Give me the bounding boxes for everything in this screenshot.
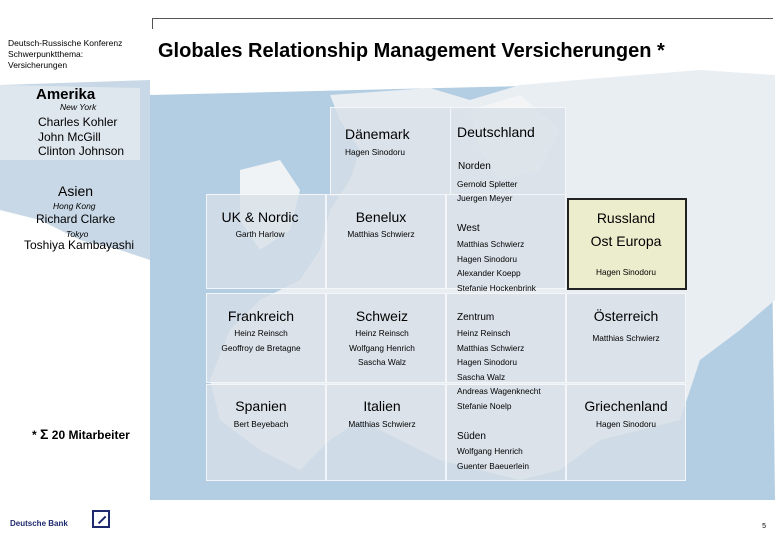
spanien-person: Bert Beyebach bbox=[233, 419, 289, 429]
spanien-title: Spanien bbox=[235, 398, 287, 414]
amerika-person: John McGill bbox=[38, 129, 101, 144]
west-person: Hagen Sinodoru bbox=[457, 253, 517, 264]
griechenland-person: Hagen Sinodoru bbox=[596, 419, 656, 429]
frankreich-people bbox=[206, 326, 316, 355]
uk-nordic-title: UK & Nordic bbox=[221, 209, 299, 225]
amerika-city: New York bbox=[60, 102, 97, 112]
deutschland-title: Deutschland bbox=[457, 124, 535, 140]
conference-info bbox=[8, 38, 153, 71]
amerika-person: Charles Kohler bbox=[38, 115, 118, 129]
russland-person: Hagen Sinodoru bbox=[596, 267, 656, 277]
sueden-title: Süden bbox=[457, 431, 486, 442]
norden-person: Juergen Meyer bbox=[457, 193, 513, 203]
daenemark-person: Hagen Sinodoru bbox=[345, 147, 405, 157]
sueden-person: Wolfgang Henrich bbox=[457, 446, 523, 456]
oesterreich-title: Österreich bbox=[593, 308, 659, 324]
west-person: Alexander Koepp bbox=[457, 268, 521, 278]
italien-title: Italien bbox=[363, 398, 401, 414]
footnote-prefix: * bbox=[32, 428, 41, 442]
asien-label: Asien bbox=[58, 183, 94, 199]
west-person: Stefanie Hockenbrink bbox=[457, 282, 536, 293]
conference-line: Deutsch-Russische Konferenz bbox=[8, 38, 123, 48]
asien-city-hongkong: Hong Kong bbox=[53, 201, 96, 211]
title-bracket bbox=[152, 18, 773, 29]
zentrum-person: Stefanie Noelp bbox=[457, 400, 512, 411]
schweiz-people bbox=[326, 326, 438, 370]
norden-person: Gernold Spletter bbox=[457, 179, 518, 189]
russland-title: Russland bbox=[596, 210, 656, 226]
footnote-text: 20 Mitarbeiter bbox=[51, 428, 130, 442]
deutsche-bank-logo-text: Deutsche Bank bbox=[10, 519, 68, 528]
zentrum-person: Andreas Wagenknecht bbox=[457, 386, 541, 396]
asien-person-hongkong: Richard Clarke bbox=[36, 212, 116, 226]
page-number: 5 bbox=[762, 523, 766, 530]
amerika-people bbox=[38, 115, 124, 159]
page-title: Globales Relationship Management Versicherungen * bbox=[158, 40, 665, 62]
daenemark-title: Dänemark bbox=[345, 126, 410, 142]
asien-city-tokyo: Tokyo bbox=[66, 229, 89, 239]
west-person: Matthias Schwierz bbox=[457, 239, 525, 249]
amerika-label: Amerika bbox=[36, 86, 96, 103]
zentrum-person: Sascha Walz bbox=[457, 371, 506, 382]
zentrum-person: Matthias Schwierz bbox=[457, 342, 525, 353]
griechenland-title: Griechenland bbox=[584, 398, 668, 414]
sueden-people bbox=[457, 444, 529, 473]
frankreich-title: Frankreich bbox=[227, 308, 295, 324]
conference-line: Schwerpunktthema: bbox=[8, 49, 84, 59]
benelux-title: Benelux bbox=[355, 209, 407, 225]
west-title: West bbox=[457, 223, 480, 234]
schweiz-person: Heinz Reinsch bbox=[355, 328, 409, 338]
norden-title: Norden bbox=[458, 161, 491, 172]
frankreich-person: Geoffroy de Bretagne bbox=[221, 342, 301, 353]
frankreich-person: Heinz Reinsch bbox=[234, 328, 288, 338]
oesterreich-person: Matthias Schwierz bbox=[592, 333, 660, 343]
asien-person-tokyo: Toshiya Kambayashi bbox=[24, 238, 135, 252]
sueden-person: Guenter Baeuerlein bbox=[457, 460, 529, 471]
amerika-person: Clinton Johnson bbox=[38, 144, 125, 158]
uk-nordic-person: Garth Harlow bbox=[235, 229, 285, 239]
schweiz-person: Sascha Walz bbox=[357, 357, 407, 367]
footnote bbox=[32, 426, 130, 442]
italien-person: Matthias Schwierz bbox=[348, 419, 416, 429]
ost-europa-title: Ost Europa bbox=[590, 233, 662, 249]
benelux-person: Matthias Schwierz bbox=[347, 229, 415, 239]
west-people bbox=[457, 237, 536, 295]
schweiz-title: Schweiz bbox=[355, 308, 409, 324]
conference-line: Versicherungen bbox=[8, 60, 68, 70]
sigma-icon: Σ bbox=[40, 426, 49, 442]
zentrum-people bbox=[457, 326, 541, 413]
zentrum-title: Zentrum bbox=[457, 312, 495, 323]
zentrum-person: Hagen Sinodoru bbox=[457, 357, 517, 367]
deutsche-bank-logo-icon bbox=[92, 510, 110, 528]
schweiz-person: Wolfgang Henrich bbox=[349, 342, 415, 353]
zentrum-person: Heinz Reinsch bbox=[457, 328, 511, 338]
